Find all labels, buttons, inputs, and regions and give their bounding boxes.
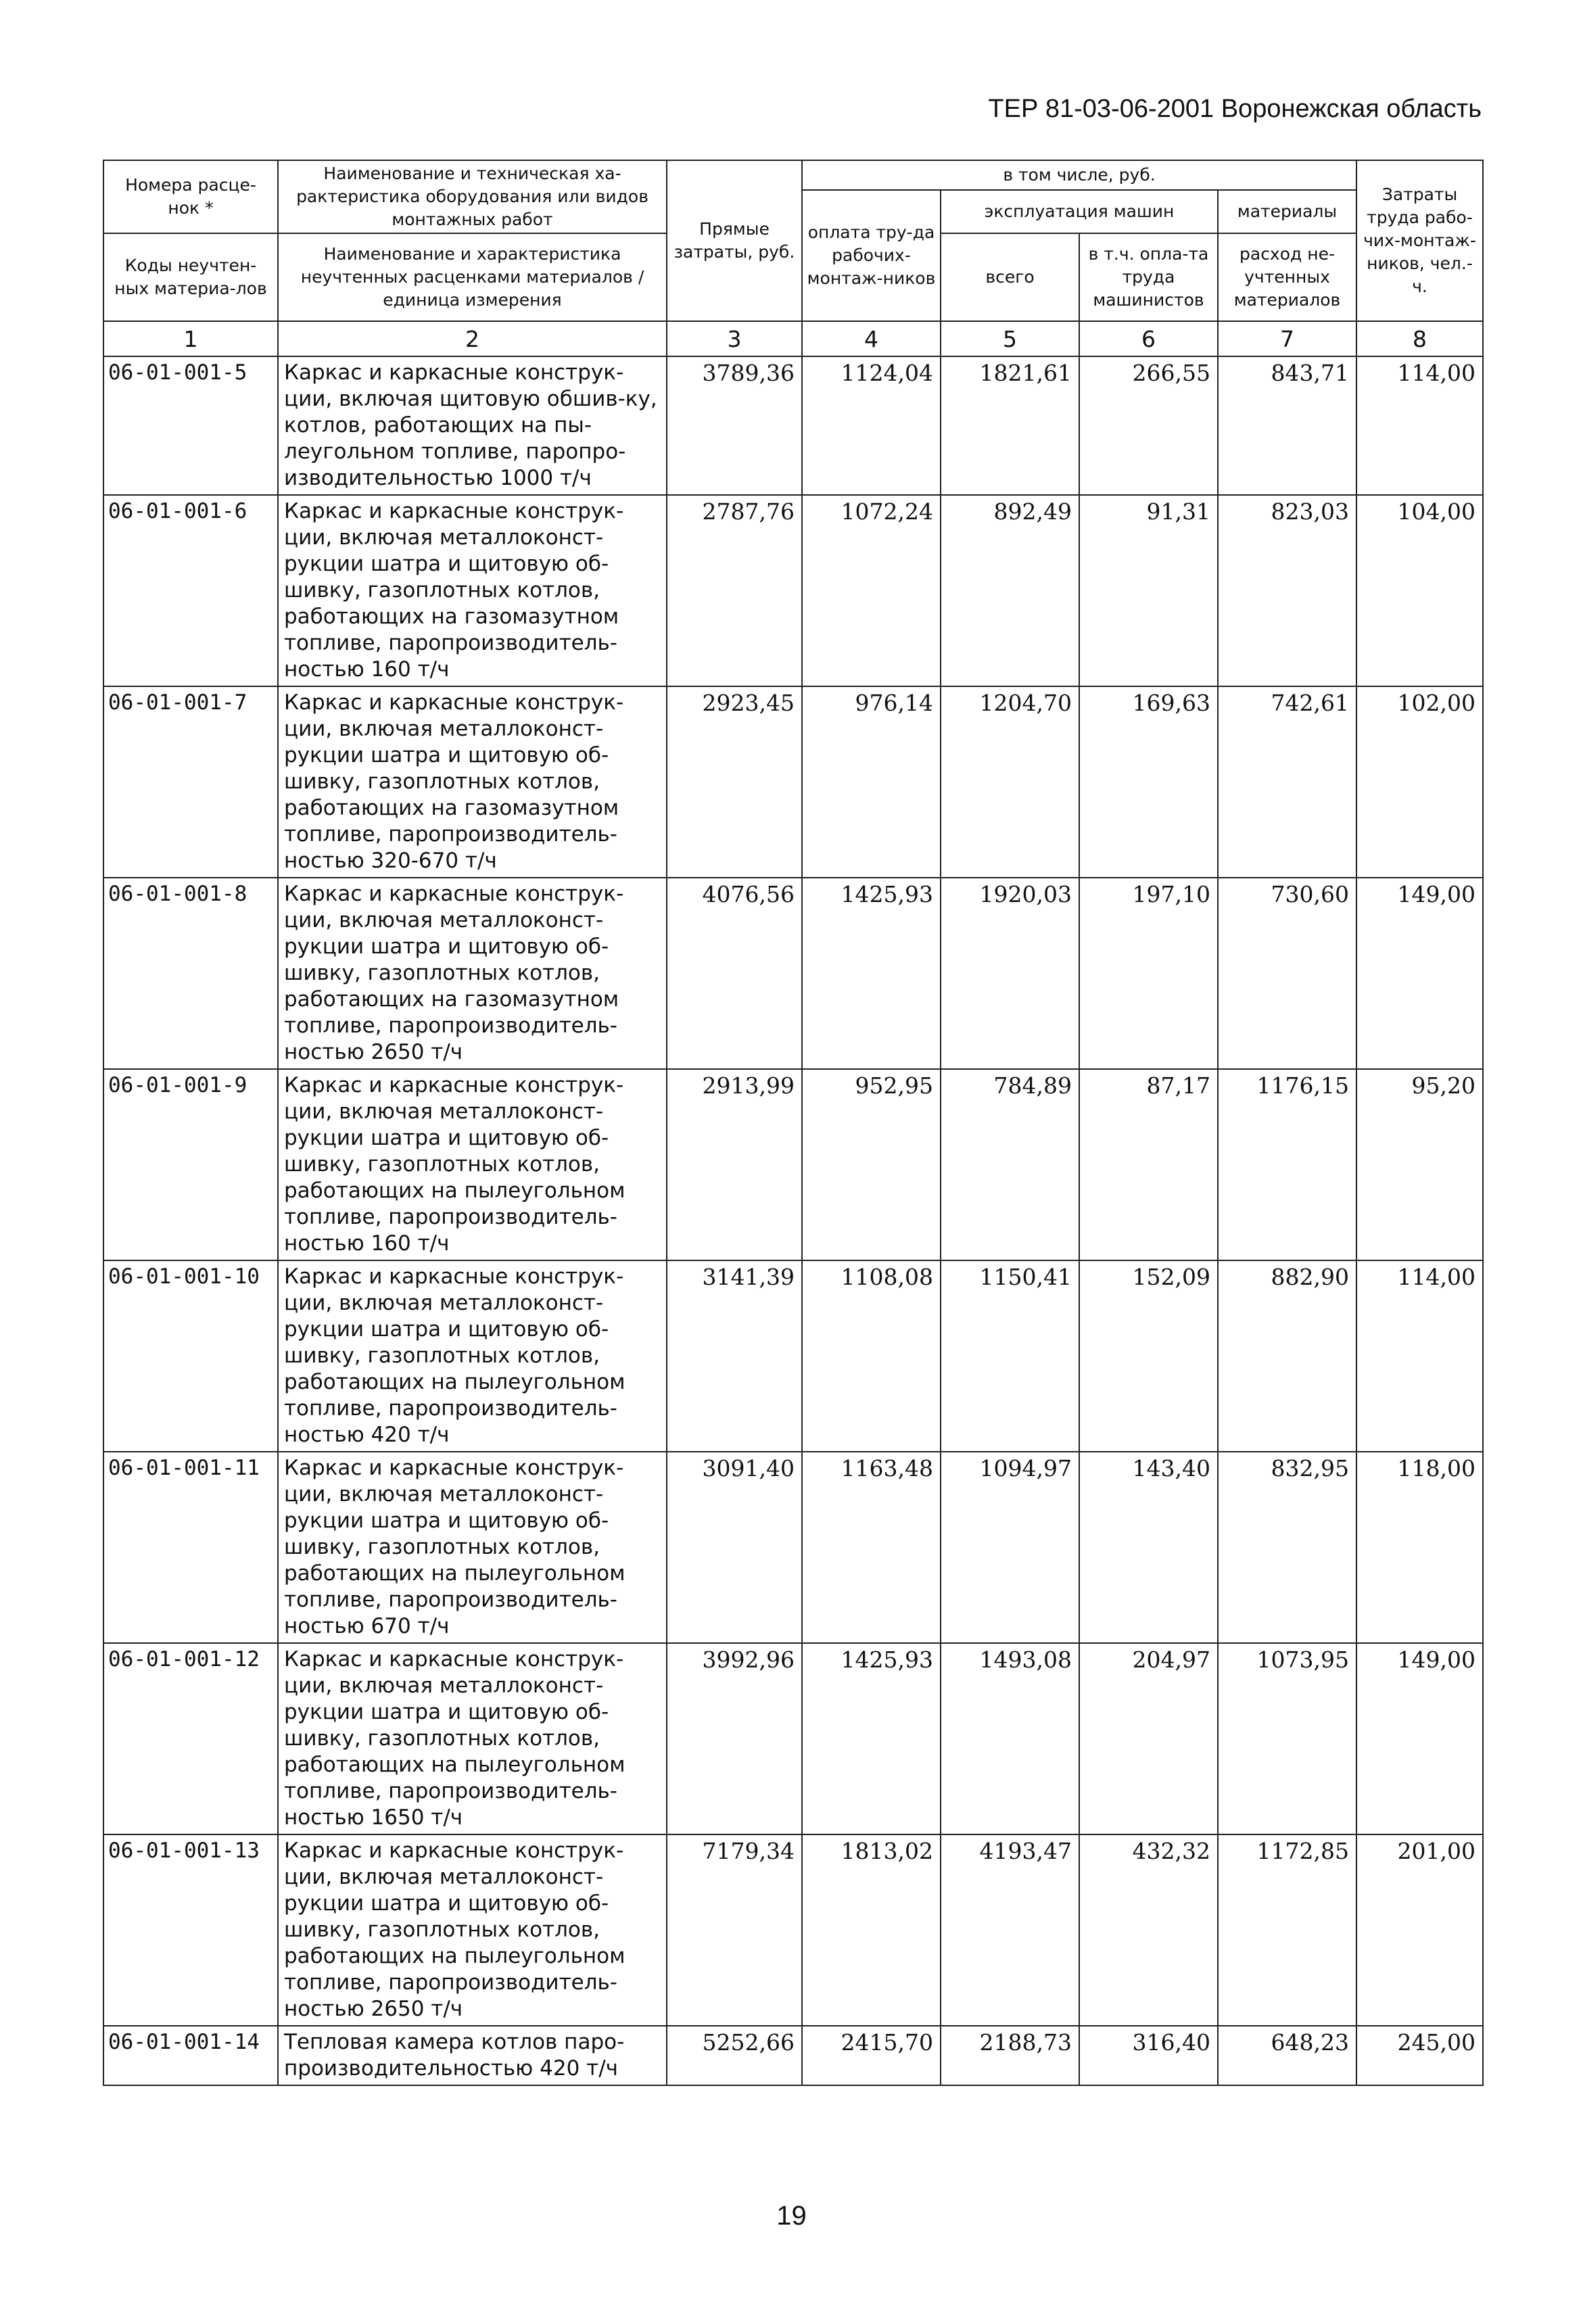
rate-code: 06-01-001-13 xyxy=(103,1834,278,2026)
header-direct-costs: Прямые затраты, руб. xyxy=(667,160,802,321)
rate-code: 06-01-001-9 xyxy=(103,1069,278,1260)
table-row xyxy=(103,1452,1483,1643)
header-name-cell xyxy=(278,160,667,321)
table-row xyxy=(103,356,1483,495)
rates-table xyxy=(103,160,1484,2086)
wages-value: 952,95 xyxy=(802,1069,941,1260)
wages-value: 1163,48 xyxy=(802,1452,941,1643)
machines-wages-value: 87,17 xyxy=(1079,1069,1218,1260)
wages-value: 1425,93 xyxy=(802,1643,941,1834)
labor-value: 114,00 xyxy=(1356,356,1483,495)
machines-wages-value: 152,09 xyxy=(1079,1260,1218,1452)
materials-value: 843,71 xyxy=(1218,356,1356,495)
page-number: 19 xyxy=(776,2201,807,2231)
column-number: 1 xyxy=(103,321,278,356)
machines-wages-value: 143,40 xyxy=(1079,1452,1218,1643)
direct-costs-value: 3091,40 xyxy=(667,1452,802,1643)
table-row xyxy=(103,495,1483,686)
work-description: Каркас и каркасные конструк-ции, включая металлоконст-рукции шатра и щитовую об-шивку, газоплотных котлов, работающих на пылеугольном топливе, паропроизводитель-ностью 1650 т/ч xyxy=(278,1643,667,1834)
labor-value: 102,00 xyxy=(1356,686,1483,878)
materials-value: 730,60 xyxy=(1218,878,1356,1069)
column-number-row xyxy=(103,321,1483,356)
header-codes-cell xyxy=(103,160,278,321)
table-body xyxy=(103,356,1483,2085)
header-wages: оплата тру-да рабочих-монтаж-ников xyxy=(802,190,941,321)
direct-costs-value: 2913,99 xyxy=(667,1069,802,1260)
wages-value: 2415,70 xyxy=(802,2026,941,2085)
work-description: Каркас и каркасные конструк-ции, включая металлоконст-рукции шатра и щитовую об-шивку, газоплотных котлов, работающих на пылеугольном топливе, паропроизводитель-ностью 420 т/ч xyxy=(278,1260,667,1452)
header-machines-total: всего xyxy=(941,233,1079,321)
machines-wages-value: 316,40 xyxy=(1079,2026,1218,2085)
wages-value: 1072,24 xyxy=(802,495,941,686)
work-description: Каркас и каркасные конструк-ции, включая металлоконст-рукции шатра и щитовую об-шивку, газоплотных котлов, работающих на пылеугольном топливе, паропроизводитель-ностью 2650 т/ч xyxy=(278,1834,667,2026)
work-description: Каркас и каркасные конструк-ции, включая щитовую обшив-ку, котлов, работающих на пы-леугольном топливе, паропро-изводительностью 1000 т/ч xyxy=(278,356,667,495)
labor-value: 95,20 xyxy=(1356,1069,1483,1260)
machines-total-value: 784,89 xyxy=(941,1069,1079,1260)
labor-value: 149,00 xyxy=(1356,878,1483,1069)
labor-value: 114,00 xyxy=(1356,1260,1483,1452)
direct-costs-value: 7179,34 xyxy=(667,1834,802,2026)
column-number: 8 xyxy=(1356,321,1483,356)
machines-wages-value: 266,55 xyxy=(1079,356,1218,495)
rate-code: 06-01-001-10 xyxy=(103,1260,278,1452)
labor-value: 104,00 xyxy=(1356,495,1483,686)
labor-value: 245,00 xyxy=(1356,2026,1483,2085)
table-row xyxy=(103,1069,1483,1260)
wages-value: 1108,08 xyxy=(802,1260,941,1452)
materials-value: 742,61 xyxy=(1218,686,1356,878)
wages-value: 1124,04 xyxy=(802,356,941,495)
machines-total-value: 2188,73 xyxy=(941,2026,1079,2085)
column-number: 4 xyxy=(802,321,941,356)
machines-wages-value: 197,10 xyxy=(1079,878,1218,1069)
header-name-top: Наименование и техническая ха-рактеристика оборудования или видов монтажных работ xyxy=(296,164,648,229)
work-description: Каркас и каркасные конструк-ции, включая металлоконст-рукции шатра и щитовую об-шивку, газоплотных котлов, работающих на газомазутном топливе, паропроизводитель-ностью 160 т/ч xyxy=(278,495,667,686)
wages-value: 976,14 xyxy=(802,686,941,878)
work-description: Каркас и каркасные конструк-ции, включая металлоконст-рукции шатра и щитовую об-шивку, газоплотных котлов, работающих на пылеугольном топливе, паропроизводитель-ностью 670 т/ч xyxy=(278,1452,667,1643)
work-description: Каркас и каркасные конструк-ции, включая металлоконст-рукции шатра и щитовую об-шивку, газоплотных котлов, работающих на газомазутном топливе, паропроизводитель-ностью 2650 т/ч xyxy=(278,878,667,1069)
direct-costs-value: 2923,45 xyxy=(667,686,802,878)
direct-costs-value: 4076,56 xyxy=(667,878,802,1069)
column-number: 5 xyxy=(941,321,1079,356)
column-number: 7 xyxy=(1218,321,1356,356)
table-row xyxy=(103,1643,1483,1834)
header-codes-top: Номера расце-нок * xyxy=(125,175,256,218)
materials-value: 648,23 xyxy=(1218,2026,1356,2085)
column-number: 2 xyxy=(278,321,667,356)
table-row xyxy=(103,1260,1483,1452)
labor-value: 118,00 xyxy=(1356,1452,1483,1643)
machines-total-value: 1094,97 xyxy=(941,1452,1079,1643)
materials-value: 1176,15 xyxy=(1218,1069,1356,1260)
wages-value: 1425,93 xyxy=(802,878,941,1069)
work-description: Каркас и каркасные конструк-ции, включая металлоконст-рукции шатра и щитовую об-шивку, газоплотных котлов, работающих на пылеугольном топливе, паропроизводитель-ностью 160 т/ч xyxy=(278,1069,667,1260)
machines-wages-value: 204,97 xyxy=(1079,1643,1218,1834)
machines-wages-value: 91,31 xyxy=(1079,495,1218,686)
header-name-bottom: Наименование и характеристика неучтенных расценками материалов / единица измерения xyxy=(279,233,666,321)
rate-code: 06-01-001-11 xyxy=(103,1452,278,1643)
machines-total-value: 1204,70 xyxy=(941,686,1079,878)
rate-code: 06-01-001-7 xyxy=(103,686,278,878)
header-machines-wages: в т.ч. опла-та труда машинистов xyxy=(1079,233,1218,321)
rate-code: 06-01-001-5 xyxy=(103,356,278,495)
materials-value: 823,03 xyxy=(1218,495,1356,686)
direct-costs-value: 3141,39 xyxy=(667,1260,802,1452)
header-codes-bottom: Коды неучтен-ных материа-лов xyxy=(104,233,277,321)
header-including: в том числе, руб. xyxy=(802,160,1356,190)
header-materials: материалы xyxy=(1218,190,1356,233)
wages-value: 1813,02 xyxy=(802,1834,941,2026)
rate-code: 06-01-001-8 xyxy=(103,878,278,1069)
machines-total-value: 1493,08 xyxy=(941,1643,1079,1834)
header-machines: эксплуатация машин xyxy=(941,190,1218,233)
table-row xyxy=(103,1834,1483,2026)
rate-code: 06-01-001-14 xyxy=(103,2026,278,2085)
column-number: 6 xyxy=(1079,321,1218,356)
machines-wages-value: 432,32 xyxy=(1079,1834,1218,2026)
direct-costs-value: 2787,76 xyxy=(667,495,802,686)
materials-value: 832,95 xyxy=(1218,1452,1356,1643)
table-header xyxy=(103,160,1483,356)
materials-value: 1073,95 xyxy=(1218,1643,1356,1834)
machines-wages-value: 169,63 xyxy=(1079,686,1218,878)
machines-total-value: 1920,03 xyxy=(941,878,1079,1069)
materials-value: 882,90 xyxy=(1218,1260,1356,1452)
header-materials-unaccounted: расход не-учтенных материалов xyxy=(1218,233,1356,321)
table-row xyxy=(103,686,1483,878)
direct-costs-value: 5252,66 xyxy=(667,2026,802,2085)
machines-total-value: 1821,61 xyxy=(941,356,1079,495)
table-row xyxy=(103,878,1483,1069)
header-labor-costs: Затраты труда рабо-чих-монтаж-ников, чел.-ч. xyxy=(1356,160,1483,321)
column-number: 3 xyxy=(667,321,802,356)
table-row xyxy=(103,2026,1483,2085)
document-header: ТЕР 81-03-06-2001 Воронежская область xyxy=(988,95,1482,123)
materials-value: 1172,85 xyxy=(1218,1834,1356,2026)
rate-code: 06-01-001-6 xyxy=(103,495,278,686)
work-description: Каркас и каркасные конструк-ции, включая металлоконст-рукции шатра и щитовую об-шивку, газоплотных котлов, работающих на газомазутном топливе, паропроизводитель-ностью 320-670 т/ч xyxy=(278,686,667,878)
direct-costs-value: 3992,96 xyxy=(667,1643,802,1834)
machines-total-value: 1150,41 xyxy=(941,1260,1079,1452)
rate-code: 06-01-001-12 xyxy=(103,1643,278,1834)
direct-costs-value: 3789,36 xyxy=(667,356,802,495)
machines-total-value: 4193,47 xyxy=(941,1834,1079,2026)
machines-total-value: 892,49 xyxy=(941,495,1079,686)
labor-value: 201,00 xyxy=(1356,1834,1483,2026)
labor-value: 149,00 xyxy=(1356,1643,1483,1834)
work-description: Тепловая камера котлов паро-производительностью 420 т/ч xyxy=(278,2026,667,2085)
